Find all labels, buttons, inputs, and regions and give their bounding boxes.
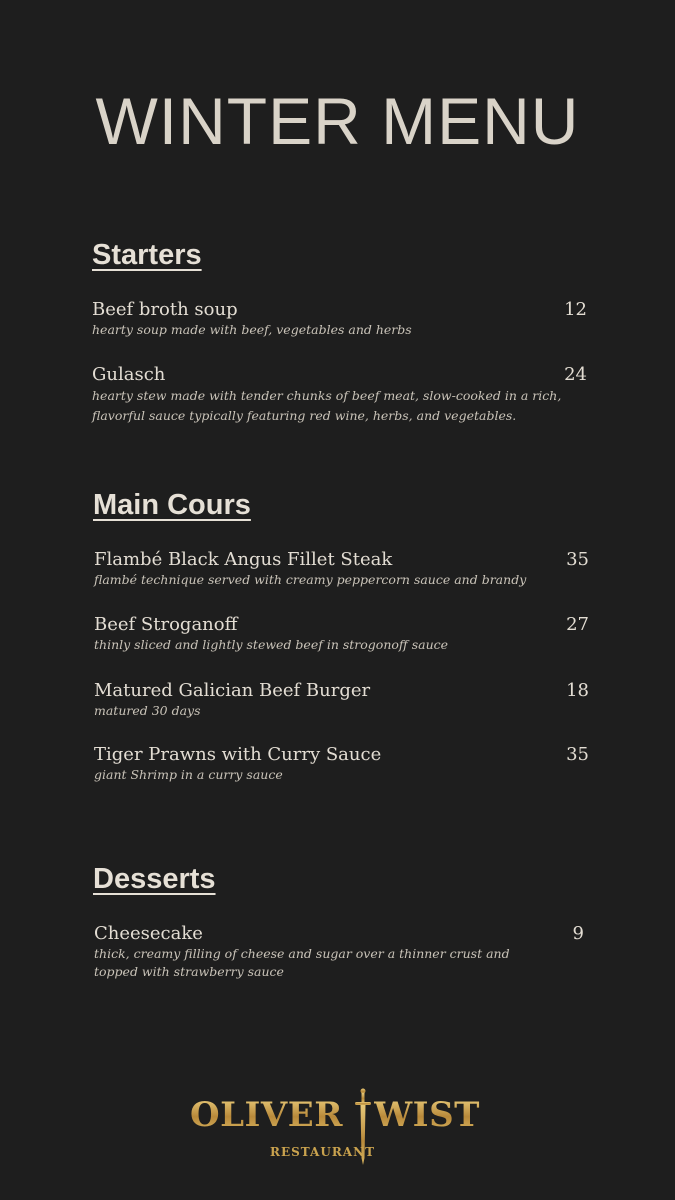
- menu-item: [92, 299, 587, 339]
- menu-item: [94, 614, 589, 654]
- item-description: giant Shrimp in a curry sauce: [94, 767, 283, 782]
- menu-item: [94, 744, 589, 784]
- menu-item: [94, 549, 589, 589]
- item-name: Beef Stroganoff: [94, 614, 238, 635]
- item-description: matured 30 days: [94, 703, 201, 718]
- item-price: 18: [566, 680, 589, 701]
- item-price: 35: [566, 549, 589, 570]
- section-heading-desserts: Desserts: [93, 863, 216, 895]
- item-price: 27: [566, 614, 589, 635]
- logo-word-oliver: OLIVER: [190, 1095, 343, 1135]
- item-name: Cheesecake: [94, 923, 203, 944]
- logo-subtitle: RESTAURANT: [270, 1145, 376, 1159]
- item-name: Beef broth soup: [92, 299, 238, 320]
- item-name: Flambé Black Angus Fillet Steak: [94, 549, 393, 570]
- menu-title: WINTER MENU: [95, 84, 580, 158]
- item-description: flambé technique served with creamy peppercorn sauce and brandy: [94, 572, 527, 587]
- item-description: thinly sliced and lightly stewed beef in strogonoff sauce: [94, 637, 449, 652]
- item-description: thick, creamy filling of cheese and sugar over a thinner crust and topped with strawberry sauce: [94, 946, 510, 979]
- item-name: Gulasch: [92, 364, 166, 385]
- menu-item: [94, 680, 589, 720]
- item-description: hearty stew made with tender chunks of beef meat, slow-cooked in a rich, flavorful sauce typically featuring red wine, herbs, and vegetables.: [92, 388, 562, 423]
- logo-word-wist: WIST: [374, 1095, 480, 1135]
- item-price: 24: [564, 364, 587, 385]
- item-price: 9: [572, 923, 584, 944]
- item-price: 35: [566, 744, 589, 765]
- restaurant-logo: [190, 1088, 485, 1166]
- item-name: Matured Galician Beef Burger: [94, 680, 371, 701]
- menu-item: [92, 364, 587, 426]
- item-name: Tiger Prawns with Curry Sauce: [94, 744, 382, 765]
- menu-item: [94, 923, 584, 981]
- section-heading-starters: Starters: [92, 239, 202, 271]
- section-heading-main-cours: Main Cours: [93, 489, 251, 521]
- item-price: 12: [564, 299, 587, 320]
- item-description: hearty soup made with beef, vegetables and herbs: [92, 322, 412, 337]
